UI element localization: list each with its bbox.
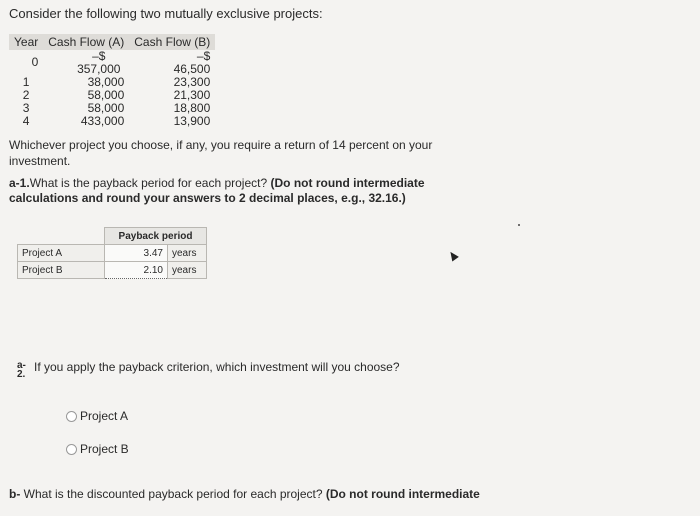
project-a-label: Project A xyxy=(18,245,105,262)
payback-period-header: Payback period xyxy=(105,228,207,245)
cash-flow-a-cell: 433,000 xyxy=(80,114,125,128)
question-b xyxy=(9,487,480,501)
cash-flow-b-header: Cash Flow (B) xyxy=(129,34,215,50)
cash-flow-a-cell: 58,000 xyxy=(87,101,125,115)
year-cell: 4 xyxy=(22,114,30,128)
question-a2-label-top: a- xyxy=(17,360,26,371)
cash-flow-a-cell: –$ 357,000 xyxy=(77,49,121,76)
project-b-payback-input[interactable]: 2.10 xyxy=(105,262,168,279)
cash-flow-b-cell: 18,800 xyxy=(173,101,211,115)
project-a-payback-input[interactable]: 3.47 xyxy=(105,245,168,262)
year-header: Year xyxy=(9,34,43,50)
table-row xyxy=(18,245,207,262)
required-return-text: Whichever project you choose, if any, you require a return of 14 percent on your investment. xyxy=(9,138,433,168)
cash-flow-a-cell: 58,000 xyxy=(87,88,125,102)
project-a-option[interactable] xyxy=(66,409,128,423)
project-b-label: Project B xyxy=(18,262,105,279)
year-cell: 1 xyxy=(22,75,30,89)
table-row xyxy=(9,115,215,128)
question-a1-instruction: (Do not round intermediate calculations and round your answers to 2 decimal places, e.g., 32.16.) xyxy=(9,176,425,205)
cash-flow-b-cell: 21,300 xyxy=(173,88,211,102)
cashflow-table xyxy=(9,34,215,128)
table-row xyxy=(9,50,215,76)
question-a1-text: What is the payback period for each project? xyxy=(29,176,268,190)
question-a1-label: a-1. xyxy=(9,176,30,190)
dot-mark xyxy=(518,224,520,226)
year-cell: 0 xyxy=(31,55,39,69)
question-b-instruction: (Do not round intermediate xyxy=(325,487,480,501)
cash-flow-a-header: Cash Flow (A) xyxy=(43,34,129,50)
question-a2-label-bottom: 2. xyxy=(17,369,26,380)
radio-circle-icon[interactable] xyxy=(66,411,77,422)
year-cell: 2 xyxy=(22,88,30,102)
question-b-text: What is the discounted payback period for each project? xyxy=(23,487,323,501)
project-a-option-label[interactable]: Project A xyxy=(80,409,129,423)
payback-table xyxy=(17,227,207,279)
cash-flow-b-cell: 13,900 xyxy=(173,114,211,128)
question-a1 xyxy=(9,176,489,206)
cash-flow-b-cell: 23,300 xyxy=(173,75,211,89)
table-row xyxy=(18,262,207,279)
question-b-label: b- xyxy=(9,487,21,501)
question-a2-text: If you apply the payback criterion, which investment will you choose? xyxy=(34,360,400,374)
years-unit: years xyxy=(168,262,207,279)
project-b-option-label[interactable]: Project B xyxy=(80,442,129,456)
radio-circle-icon[interactable] xyxy=(66,444,77,455)
mouse-cursor-icon xyxy=(447,250,459,262)
year-cell: 3 xyxy=(22,101,30,115)
years-unit: years xyxy=(168,245,207,262)
cash-flow-b-cell: –$ 46,500 xyxy=(173,49,211,76)
question-a2-label xyxy=(17,361,26,379)
project-b-option[interactable] xyxy=(66,442,129,456)
empty-cell xyxy=(18,228,105,245)
intro-text: Consider the following two mutually exclusive projects: xyxy=(9,6,323,21)
cash-flow-a-cell: 38,000 xyxy=(87,75,125,89)
